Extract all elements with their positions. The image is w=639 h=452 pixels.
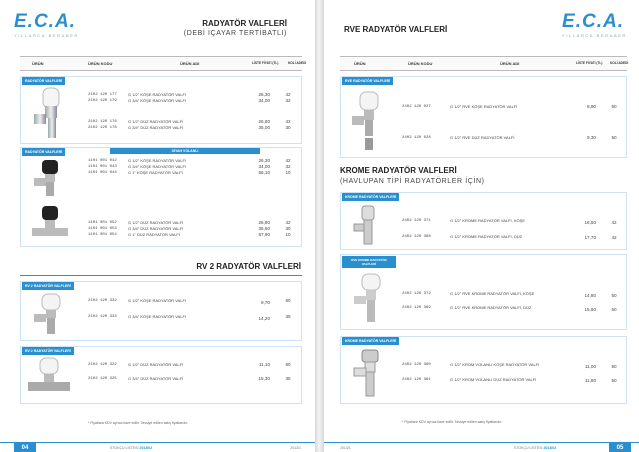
col-product: ÜRÜN: [354, 61, 366, 66]
product-price: 26,30: [258, 158, 270, 163]
product-qty: 32: [285, 98, 291, 103]
product-price: 8,90: [587, 104, 596, 109]
product-code: 1101 001 044: [88, 171, 117, 175]
product-name: G 1/2" DÜZ RADYATÖR VALFİ: [128, 220, 184, 225]
product-name: G 1" KÖŞE RADYATÖR VALFİ: [128, 170, 183, 175]
valve-image-krome: [350, 204, 386, 248]
product-qty: 42: [611, 220, 617, 225]
valve-image-rve-krome: [350, 272, 390, 326]
product-price: 56,10: [258, 170, 270, 175]
table-header: [20, 56, 307, 71]
footer-ref: [110, 446, 152, 450]
product-qty: 50: [611, 307, 617, 312]
section-tag: RV 2 RADYATÖR VALFLERİ: [22, 282, 74, 290]
product-qty: 35: [285, 376, 291, 381]
product-name: G 1/2" RVE KROME RADYATÖR VALFİ, DÜZ: [450, 305, 532, 310]
product-code: 2402 120 360: [402, 363, 431, 367]
section-tag: KROME RADYATÖR VALFLERİ: [342, 337, 399, 345]
footer-ref-label: STOKÇU LİSTESİ: [514, 446, 543, 450]
product-qty: 42: [611, 235, 617, 240]
footer-ref-code: 2013/02: [543, 446, 557, 450]
table-header: [340, 56, 627, 71]
section-tag: RV 2 RADYATÖR VALFLERİ: [22, 347, 74, 355]
product-code: 2102 120 322: [88, 363, 117, 367]
product-price: 9,70: [261, 300, 270, 305]
product-price: 11,10: [258, 362, 270, 367]
col-price: LİSTE FİYATI (TL): [576, 61, 603, 65]
page-number: 04: [14, 443, 36, 452]
page-subtitle: (DEBİ İÇAYAR TERTİBATLI): [183, 30, 287, 37]
product-price: 26,30: [258, 92, 270, 97]
product-name: G 3/4" DÜZ RADYATÖR VALFİ: [128, 226, 184, 231]
product-qty: 50: [611, 104, 617, 109]
product-price: 16,50: [584, 220, 596, 225]
product-name: G 3/4" DÜZ RADYATÖR VALFİ: [128, 125, 184, 130]
logo-tagline: YILLARCA BERABER: [14, 33, 79, 38]
product-code: 1101 001 052: [88, 221, 117, 225]
product-name: G 3/4" KÖŞE RADYATÖR VALFİ: [128, 98, 187, 103]
product-code: 1101 001 042: [88, 159, 117, 163]
product-name: G 1/2" KÖŞE RADYATÖR VALFİ: [128, 92, 187, 97]
product-code: 2402 120 027: [402, 105, 431, 109]
product-code: 2402 120 368: [402, 235, 431, 239]
product-code: 2402 120 372: [402, 292, 431, 296]
krome-subtitle: (HAVLUPAN TİPİ RADYATÖRLER İÇİN): [340, 178, 485, 185]
col-qty: KOLİ ADEDİ: [288, 61, 307, 65]
col-code: ÜRÜN KODU: [408, 61, 433, 66]
rv2-heading: RV 2 RADYATÖR VALFLERİ: [196, 262, 301, 271]
logo-text: E.C.A.: [562, 11, 624, 32]
footnote: * Fiyatlara KDV ayrıca ilave edilir. Tavsiye edilen satış fiyatlarıdır.: [88, 421, 189, 425]
product-price: 34,00: [258, 164, 270, 169]
product-name: G 1/2" KROM VOLANLI DÜZ RADYATÖR VALFİ: [450, 377, 537, 382]
product-code: 2402 120 369: [402, 306, 431, 310]
section-tag: RVE RADYATÖR VALFLERİ: [342, 77, 393, 85]
section-tag: RADYATÖR VALFLERİ: [22, 77, 65, 85]
product-name: G 1" DÜZ RADYATÖR VALFİ: [128, 232, 180, 237]
footer-ref: [514, 446, 556, 450]
product-qty: 50: [611, 293, 617, 298]
product-qty: 50: [285, 362, 291, 367]
product-price: 11,00: [584, 364, 596, 369]
product-price: 15,30: [258, 376, 270, 381]
product-name: G 1/2" KROM VOLANLI KÖŞE RADYATÖR VALFİ: [450, 362, 540, 367]
product-code: 2102 120 178: [88, 126, 117, 130]
product-qty: 42: [285, 220, 291, 225]
col-product: ÜRÜN: [32, 61, 44, 66]
section-tag: RADYATÖR VALFLERİ: [22, 148, 65, 156]
product-qty: 50: [611, 378, 617, 383]
page-title: RADYATÖR VALFLERİ: [202, 19, 287, 28]
section-tag: KROME RADYATÖR VALFLERİ: [342, 193, 399, 201]
product-qty: 50: [611, 135, 617, 140]
brand-logo: [562, 12, 627, 38]
product-price: 14,20: [258, 316, 270, 321]
product-name: G 1/2" RVE KÖŞE RADYATÖR VALFİ: [450, 104, 518, 109]
product-name: G 3/4" KÖŞE RADYATÖR VALFİ: [128, 164, 187, 169]
footnote: * Fiyatlara KDV ayrıca ilave edilir. Tavsiye edilen satış fiyatlarıdır.: [402, 420, 503, 424]
product-code: 2102 120 177: [88, 93, 117, 97]
krome-heading: KROME RADYATÖR VALFLERİ: [340, 166, 457, 175]
col-qty: KOLİ ADEDİ: [610, 61, 629, 65]
valve-image-black-corner: [30, 158, 70, 198]
product-qty: 10: [285, 232, 291, 237]
logo-tagline: YILLARCA BERABER: [562, 33, 627, 38]
col-name: ÜRÜN ADI: [180, 61, 200, 66]
product-name: G 1/2" KROME RADYATÖR VALFİ, KÖŞE: [450, 218, 525, 223]
product-price: 26,80: [258, 119, 270, 124]
page-gutter: [315, 0, 324, 452]
product-qty: 30: [285, 226, 291, 231]
footer-year: 2013/1: [290, 446, 301, 450]
product-qty: 32: [285, 164, 291, 169]
section-tag: RVE KROME RADYATÖR VALFLERİ: [342, 256, 396, 268]
product-price: 26,80: [258, 220, 270, 225]
page-number: 05: [609, 443, 631, 452]
product-name: G 3/4" DÜZ RADYATÖR VALFİ: [128, 376, 184, 381]
product-qty: 42: [285, 158, 291, 163]
footer-ref-code: 2013/02: [139, 446, 153, 450]
valve-image-rve: [348, 90, 388, 152]
product-price: 17,70: [584, 235, 596, 240]
product-name: G 1/2" RVE DÜZ RADYATÖR VALFİ: [450, 135, 515, 140]
col-name: ÜRÜN ADI: [500, 61, 520, 66]
product-price: 11,80: [584, 378, 596, 383]
product-name: G 1/2" KÖŞE RADYATÖR VALFİ: [128, 298, 187, 303]
product-code: 2402 120 361: [402, 378, 431, 382]
product-code: 2102 120 176: [88, 120, 117, 124]
product-code: 1101 001 054: [88, 233, 117, 237]
product-price: 14,80: [584, 293, 596, 298]
product-name: G 3/4" KÖŞE RADYATÖR VALFİ: [128, 314, 187, 319]
product-name: G 1/2" RVE KROME RADYATÖR VALFİ, KÖŞE: [450, 291, 535, 296]
product-qty: 42: [285, 92, 291, 97]
footer-ref-label: STOKÇU LİSTESİ: [110, 446, 139, 450]
logo-text: E.C.A.: [14, 11, 76, 32]
product-name: G 1/2" KROME RADYATÖR VALFİ, DÜZ: [450, 234, 523, 239]
product-qty: 35: [285, 314, 291, 319]
product-price: 9,30: [587, 135, 596, 140]
col-price: LİSTE FİYATI (TL): [252, 61, 279, 65]
product-code: 2402 120 371: [402, 219, 431, 223]
product-code: 1101 001 043: [88, 165, 117, 169]
product-code: 2402 120 028: [402, 136, 431, 140]
product-qty: 30: [285, 125, 291, 130]
product-price: 35,50: [258, 226, 270, 231]
product-code: 2102 120 325: [88, 377, 117, 381]
product-name: G 1/2" DÜZ RADYATÖR VALFİ: [128, 119, 184, 124]
valve-image-white-corner: [30, 86, 70, 142]
right-page: [324, 0, 639, 452]
product-qty: 10: [285, 170, 291, 175]
product-qty: 50: [285, 298, 291, 303]
page-title: RVE RADYATÖR VALFLERİ: [344, 25, 448, 34]
left-page: [0, 0, 315, 452]
section-band: SİYAH VOLANLI: [110, 148, 260, 154]
product-code: 2102 120 179: [88, 99, 117, 103]
product-code: 1101 001 053: [88, 227, 117, 231]
rv2-divider: [20, 275, 302, 276]
product-name: G 1/2" KÖŞE RADYATÖR VALFİ: [128, 158, 187, 163]
product-code: 2102 120 332: [88, 299, 117, 303]
product-qty: 42: [285, 119, 291, 124]
footer: [324, 442, 639, 452]
product-qty: 50: [611, 364, 617, 369]
valve-image-krome-handle: [350, 348, 390, 400]
product-price: 35,00: [258, 125, 270, 130]
product-price: 34,00: [258, 98, 270, 103]
valve-image-rv2-straight: [26, 356, 72, 400]
footer-year: 2013/1: [340, 446, 351, 450]
valve-image-black-straight: [30, 204, 70, 244]
valve-image-rv2-corner: [30, 292, 70, 338]
footer: [0, 442, 315, 452]
product-name: G 1/2" DÜZ RADYATÖR VALFİ: [128, 362, 184, 367]
product-price: 15,90: [584, 307, 596, 312]
brand-logo: [14, 12, 79, 38]
product-price: 57,90: [258, 232, 270, 237]
product-code: 2102 120 333: [88, 315, 117, 319]
col-code: ÜRÜN KODU: [88, 61, 113, 66]
